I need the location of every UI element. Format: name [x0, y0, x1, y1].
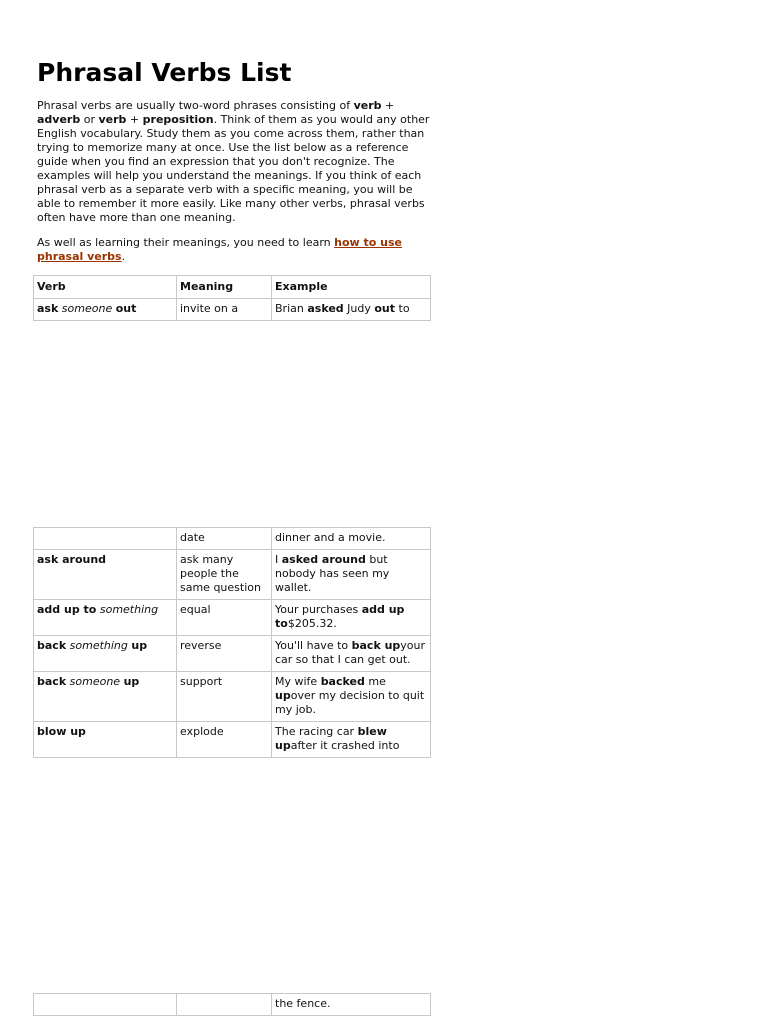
- table-row: [34, 528, 431, 550]
- phrasal-verbs-table-segment-2: [33, 527, 431, 758]
- example-cell: Brian asked Judy out to: [272, 299, 431, 321]
- example-cell: I asked around but nobody has seen my wallet.: [272, 550, 431, 600]
- meaning-cell: invite on a: [177, 299, 272, 321]
- verb-cell: back someone up: [34, 672, 177, 722]
- header-example: Example: [272, 276, 431, 299]
- header-meaning: Meaning: [177, 276, 272, 299]
- verb-cell: add up to something: [34, 600, 177, 636]
- meaning-cell: support: [177, 672, 272, 722]
- meaning-cell: explode: [177, 722, 272, 758]
- verb-cell: ask around: [34, 550, 177, 600]
- how-to-use-link[interactable]: how to use phrasal verbs: [37, 236, 402, 263]
- example-cell: The racing car blew upafter it crashed into: [272, 722, 431, 758]
- header-verb: Verb: [34, 276, 177, 299]
- table-row: [34, 636, 431, 672]
- example-cell: You'll have to back upyour car so that I can get out.: [272, 636, 431, 672]
- table-row: [34, 994, 431, 1016]
- table-row: [34, 600, 431, 636]
- phrasal-verbs-table-segment-3: [33, 993, 431, 1016]
- example-cell: Your purchases add up to$205.32.: [272, 600, 431, 636]
- verb-cell: blow up: [34, 722, 177, 758]
- meaning-cell: reverse: [177, 636, 272, 672]
- example-cell: the fence.: [272, 994, 431, 1016]
- example-cell: My wife backed me upover my decision to quit my job.: [272, 672, 431, 722]
- phrasal-verbs-table-segment-1: [33, 275, 431, 321]
- table-header-row: [34, 276, 431, 299]
- page-title: Phrasal Verbs List: [37, 58, 292, 87]
- example-cell: dinner and a movie.: [272, 528, 431, 550]
- table-row: [34, 722, 431, 758]
- meaning-cell: equal: [177, 600, 272, 636]
- table-row: [34, 672, 431, 722]
- meaning-cell: date: [177, 528, 272, 550]
- verb-cell: [34, 528, 177, 550]
- meaning-cell: ask many people the same question: [177, 550, 272, 600]
- verb-cell: [34, 994, 177, 1016]
- usage-paragraph: As well as learning their meanings, you need to learn how to use phrasal verbs.: [37, 236, 402, 263]
- table-row: [34, 299, 431, 321]
- verb-cell: back something up: [34, 636, 177, 672]
- meaning-cell: [177, 994, 272, 1016]
- intro-paragraph: Phrasal verbs are usually two-word phrases consisting of verb + adverb or verb + preposition. Think of them as you would any other English vocabulary. Study them as you come across them, rather than trying to memorize many at once. Use the list below as a reference guide when you find an expression that you don't recognize. The examples will help you understand the meanings. If you think of each phrasal verb as a separate verb with a specific meaning, you will be able to remember it more easily. Like many other verbs, phrasal verbs often have more than one meaning.: [37, 99, 430, 224]
- verb-cell: ask someone out: [34, 299, 177, 321]
- table-row: [34, 550, 431, 600]
